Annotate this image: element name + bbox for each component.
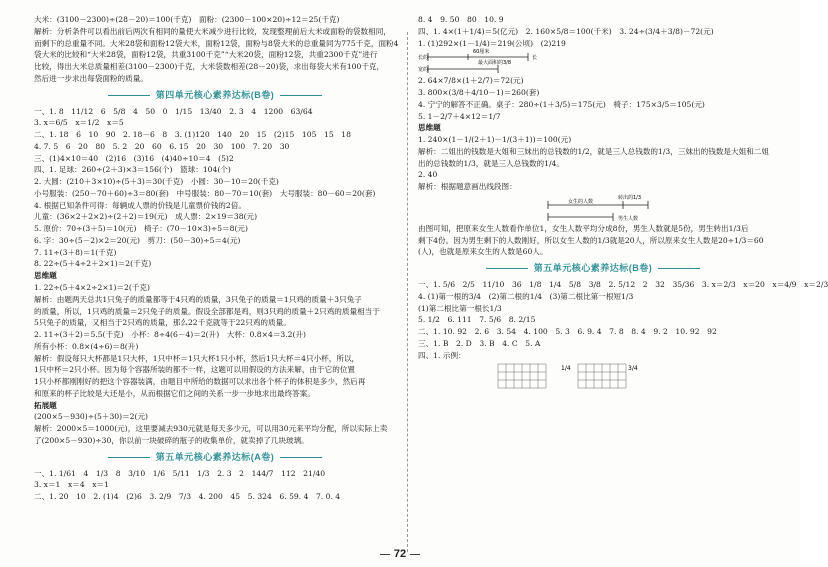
page-number-dash [380,554,390,555]
answer-line: 二、1. 18 6 10 90 2. 18－6 8 3. (1)120 140 20 15 (2)15 105 15 18 [34,130,351,140]
answer-line: 1只小杯都刚刚好的把这个容器装满，由题目中所给的数据可以求出各个杯子的体积是多少，然后再 [34,377,366,387]
answer-line: 2. 大圆：(210＋3×10)÷(5＋3)＝30(千克) 小圆：30－10＝20(千克) [34,177,279,187]
heading-rule-left [486,268,528,269]
answer-line: 一、1. 8 11/12 6 5/8 4 50 0 1/15 13/40 2. 3 4 1200 63/64 [34,106,313,116]
answer-line: 2. 40 [418,170,438,180]
heading-rule-left [108,457,150,458]
answer-line: 二、1. 10. 92 2. 6 3. 54 4. 100 5. 3 6. 9. 4 7. 8 8. 4 9. 2 10. 92 92 [418,327,717,337]
answer-line: 由图可知，把原来女生人数看作单位1，女生人数平均分成8份，男生人数就是5份，男生转出1/3后 [418,223,749,233]
answer-line: 儿童：(36×2＋2×2)÷(2＋2)＝19(元) 成人票：2×19＝38(元) [34,212,258,222]
heading-rule-left [108,95,150,96]
answer-line: 3. x＝1 x＝4 x＝1 [34,480,109,490]
page-number-text: 72 [393,548,407,560]
answer-line: (1)第二根比第一根长1/3 [418,303,502,313]
answer-line: 和原来的杯子比较是大还是小，从而根据它们之间的关系一步一步地求出最终答案。 [34,388,315,398]
unit4-b-answers [34,106,396,271]
answer-line: 出的总钱数的1/3，就是三人总钱数的1/4。 [418,158,564,168]
answer-line: 2. 11÷(3＋2)＝5.5(千克) 小杯：8÷4(6－4)＝2(升) 大杯：0.8×4＝3.2(升) [34,330,307,340]
answer-line: 1只中杯＝2只小杯。因为每个容器所装的都不一样，这题可以用假设的方法来解，由于它的位置 [34,365,356,375]
heading-text: 第四单元核心素养达标(B卷) [155,89,275,100]
diagram-label: 宽的 [418,67,429,74]
heading-rule-right [280,95,322,96]
answer-line: 所有小杯：0.8×(4÷6)＝8(升) [34,341,139,351]
line-segment-diagram [538,193,678,223]
segment-diagram-2 [418,193,768,223]
grid-figure [458,362,658,390]
answer-line: 1. (1)292×(1－1/4)＝219(公顷) (2)219 [418,38,566,48]
heading-text: 第五单元核心素养达标(A卷) [155,451,275,462]
heading-rule-right [280,457,322,458]
grid-label: 1/4 [561,364,571,372]
diagram-label: 长的 [418,55,429,62]
heading-rule-right [658,268,700,269]
answer-line: 而剩下的总重量不同。大米28袋和面粉12袋大米，面粉12袋，面粉与8袋大米的总重量同为775千克，面粉4 [34,38,399,48]
thinking-problems-label: 思维题 [34,271,57,281]
page-number [0,548,800,560]
answer-line: 6. 字：30÷(5－2)×2＝20(元) 剪刀：(50－30)÷5＝4(元) [34,235,241,245]
extension-answers [34,411,396,446]
left-column [34,14,399,503]
unit5-a-answers [34,468,396,503]
thinking-answers [34,282,396,400]
grid-figures [418,362,768,390]
answer-line: 3. x＝6/5 x＝1/2 x＝5 [34,118,124,128]
answer-line: 四、1. 示例： [418,350,466,360]
diagram-label: 女生的人数 [568,198,594,205]
diagram-label: 长 [532,55,538,62]
answer-line: 然后进一步求出每袋面粉的质量。 [34,73,148,83]
answer-line: 2. 64×7/8×(1＋2/7)＝72(元) [418,76,524,86]
answer-line: 剩下4份。因为男生剩下的人数刚好，所以女生人数的1/3就是20人，所以原来女生人数是20÷1/3＝60 [418,235,764,245]
answer-line: 比较，得出大米总质量相差(3100－2300)千克，大米袋数相差(28－20)袋，求出每袋大米有100千克， [34,62,385,72]
answer-line: 小号服装：(250－70＋60)÷3＝80(套) 中号服装：80－70＝10(套) 大号服装：80－60＝20(套) [34,188,376,198]
answer-line: 二、1. 20 10 2. (1)4 (2)6 3. 2/9 7/3 4. 200 45 5. 324 6. 59. 4 7. 0. 4 [34,492,341,502]
right-thinking-answers [418,134,768,193]
column-divider [407,32,408,552]
unit5-b-answers [418,279,828,361]
extension-problems-label: 拓展题 [34,400,57,410]
thinking-problems-label: 思维题 [418,123,441,133]
diagram-label: 最大面积的3/8 [478,60,512,67]
answer-line: 大米：(3100－2300)÷(28－20)＝100(千克) 面粉：(2300－100×20)÷12＝25(千克) [34,15,340,24]
answer-line: 四、1. 足球：260÷(2＋3)×3＝156(个) 篮球：104(个) [34,165,231,175]
answer-line: 4. 根据已知条件可得：每辆成人票的价钱是儿童票价钱的2倍。 [34,200,246,210]
intro-block [34,14,399,85]
answer-line: 解析：由题两天总共1只兔子的质量都等于4只鸡的质量，3只兔子的质量＝1只鸡的质量＋3只兔子 [34,294,362,304]
diagram-label: 60厘米 [473,49,490,56]
answer-line: 5只兔子的质量，又相当于2只鸡的质量，那么22千克就等于22只鸡的质量。 [34,318,291,328]
grid-label: 3/4 [628,364,638,372]
section-heading-unit5-a [34,451,396,465]
answer-line: 解析：分析条件可以看出前后两次有相同的量使大米减少进行比较，发现整理前后大米或面粉的袋数相同， [34,26,391,36]
answer-line: 4. (1)第一根的3/4 (2)第二根的1/4 (3)第二根比第一根短1/3 [418,291,634,301]
line-segment-diagram [418,49,588,75]
answer-line: 8. 4 9. 50 80 10. 9 [418,15,504,24]
answer-line: 的质量，所以，1只鸡的质量＝2只兔子的质量。假设全部都是鸡，则3只鸡的质量＋2只鸡的质量相当于 [34,306,380,316]
answer-line: 4. 宁宁的解答不正确。桌子：280÷(1＋3/5)＝175(元) 椅子：175×3/5＝105(元) [418,99,705,109]
answer-line: 解析：假设每只大杯都是1只大杯，1只中杯＝1只大杯1只小杯，然后1只大杯＝4只小杯，所以， [34,353,360,363]
segment-diagram-1 [418,49,768,75]
answer-line: 5. 1－2/7＋4×12＝1/7 [418,111,501,121]
answer-line: (人)，也就是原来女生的人数是60人。 [418,247,548,257]
answer-line: 四、1. 4×(1＋1/4)＝5(亿元) 2. 160×5/8＝100(千米) 3. 24÷(3/4＋3/8)－72(元) [418,26,714,36]
right-column [418,14,828,390]
answer-line: 了(200×5－930)÷30，你以前一块破碎的瓶子的收集单价，就卖掉了几块玻璃。 [34,435,309,445]
section-heading-unit5-b [418,262,768,276]
right-mid-answers [418,75,768,122]
answer-line: 解析：2000×5＝1000(元)，这里要减去930元就是每天多少元，可以用30元来平均分配，所以实际上卖 [34,424,388,434]
answer-line: 3. 800×(3/8＋4/10－1)＝260(套) [418,88,540,98]
answer-line: 袋大米的比较和“大米28袋，面粉12袋，共重3100千克”“大米20袋，面粉12袋，共重2300千克”进行 [34,50,378,60]
answer-line: 一、1. 1/61 4 1/3 8 3/10 1/6 5/11 1/3 2. 3 2 144/7 112 21/40 [34,468,326,478]
answer-line: 4. 7. 5 6 20 80 5. 2 20 60 6. 15 20 30 100 7. 20 30 [34,141,290,151]
answer-line: 三、(1)4×10＝40 (2)16 (3)16 (4)40÷10＝4 (5)2 [34,153,234,163]
diagram-label: 男生人数 [618,215,639,222]
answer-line: 7. 11÷(3＋8)＝1(千克) [34,247,117,257]
section-heading-unit4-b [34,89,396,103]
diagram-label: 转出的1/3 [618,194,642,201]
answer-line: 解析：二姐出的钱数是大姐和三妹出的总钱数的1/2，就是三人总钱数的1/3，三妹出的钱数是大姐和二姐 [418,146,769,156]
answer-line: 5. 原价：70÷(3＋5)＝10(元) 椅子：(70－10×3)÷5＝8(元) [34,224,248,234]
page-number-dash [410,554,420,555]
answer-line: (200×5－930)÷(5＋30)＝2(元) [34,412,149,422]
right-after-diagram [418,223,768,258]
heading-text: 第五单元核心素养达标(B卷) [533,263,653,274]
right-top-answers [418,14,768,49]
answer-line: 三、1. B 2. D 3. B 4. C 5. A [418,339,541,349]
answer-line: 1. 240×(1－1/(2＋1)－1/(3＋1))＝100(元) [418,135,572,145]
answer-line: 5. 1/2 6. 111 7. 5/6 8. 2/15 [418,315,536,325]
answer-line: 解析：根据题意画出线段图： [418,182,517,192]
answer-line: 8. 22÷(5＋4÷2＋2×1)＝2(千克) [34,259,152,269]
answer-line: 一、1. 5/6 2/5 11/10 36 1/8 1/4 5/8 3/8 2. 5/12 2 32 35/36 3. x＝2/3 x＝20 x＝4/9 x＝2/3 [418,280,828,290]
answer-line: 1. 22÷(5＋4×2÷2×1)＝2(千克) [34,283,150,293]
